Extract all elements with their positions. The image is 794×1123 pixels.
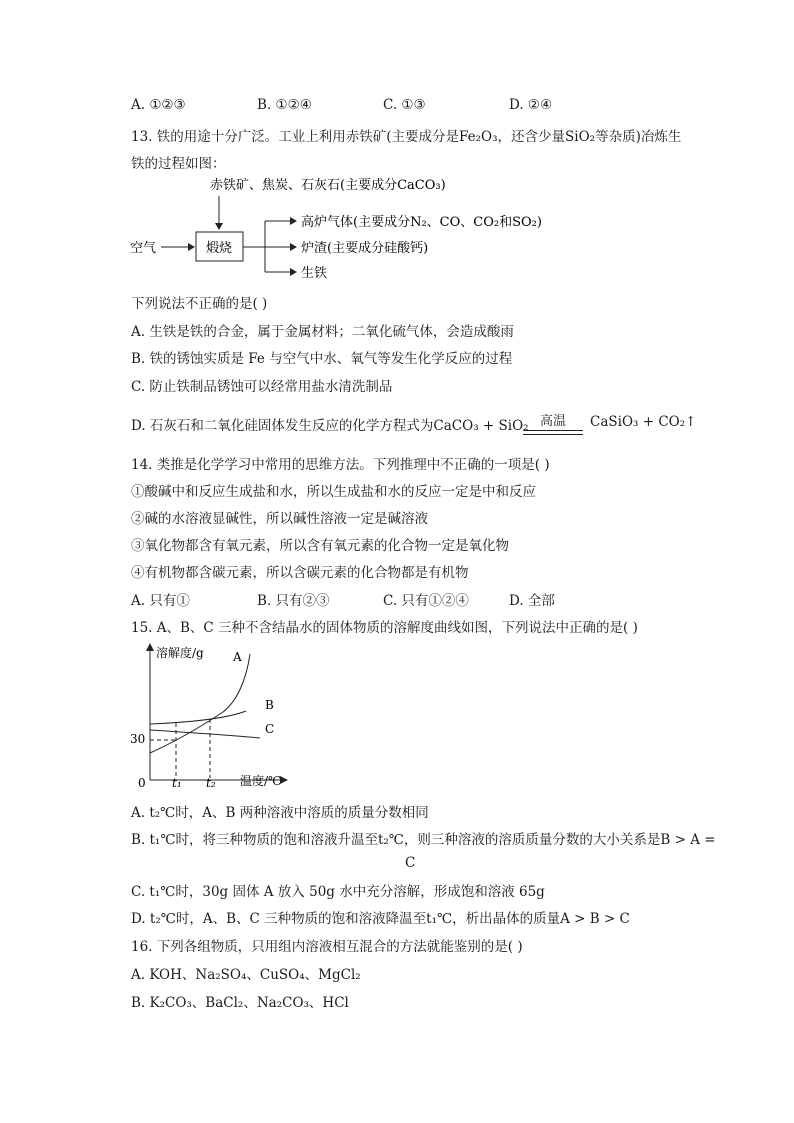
- q13-condition-text: 高温: [539, 414, 566, 429]
- flow-input-air: 空气: [130, 241, 157, 256]
- graph-ylabel: 溶解度/g: [156, 646, 204, 660]
- flow-output-iron: 生铁: [301, 266, 328, 281]
- q15-option-c: C. t₁℃时，30g 固体 A 放入 50g 水中充分溶解，形成饱和溶液 65g: [131, 884, 545, 900]
- graph-origin: 0: [138, 776, 146, 790]
- q15-stem: 15. A、B、C 三种不含结晶水的固体物质的溶解度曲线如图，下列说法中正确的是( ): [131, 620, 638, 636]
- q14-statement-3: ③氧化物都含有氧元素，所以含有氧元素的化合物一定是氧化物: [131, 538, 509, 554]
- q15-option-a: A. t₂℃时，A、B 两种溶液中溶质的质量分数相同: [131, 805, 429, 821]
- q15-option-b: B. t₁℃时，将三种物质的饱和溶液升温至t₂℃，则三种溶液的溶质质量分数的大小关系是B > A =: [131, 832, 716, 848]
- q15-solubility-graph: [128, 640, 298, 792]
- q16-option-b: B. K₂CO₃、BaCl₂、Na₂CO₃、HCl: [131, 995, 349, 1011]
- graph-xlabel: 温度/℃: [240, 774, 282, 788]
- q12-option-a: A. ①②③: [131, 97, 186, 113]
- flow-output-slag: 炉渣(主要成分硅酸钙): [301, 241, 429, 256]
- q13-option-c: C. 防止铁制品锈蚀可以经常用盐水清洗制品: [131, 379, 393, 395]
- flow-raw-materials: 赤铁矿、焦炭、石灰石(主要成分CaCO₃): [210, 178, 446, 193]
- curve-label-b: B: [265, 698, 274, 712]
- q14-option-b: B. 只有②③: [257, 593, 330, 609]
- q16-stem: 16. 下列各组物质，只用组内溶液相互混合的方法就能鉴别的是( ): [131, 939, 523, 955]
- q12-option-c: C. ①③: [383, 97, 426, 113]
- flow-process-label: 煅烧: [206, 241, 233, 256]
- q13-question: 下列说法不正确的是( ): [131, 296, 268, 312]
- q14-statement-1: ①酸碱中和反应生成盐和水，所以生成盐和水的反应一定是中和反应: [131, 484, 536, 500]
- curve-label-a: A: [233, 650, 242, 664]
- q13-flow-diagram: [125, 172, 575, 284]
- q13-option-a: A. 生铁是铁的合金，属于金属材料；二氧化硫气体，会造成酸雨: [131, 324, 514, 340]
- q13-equation-condition: [523, 410, 583, 435]
- curve-label-c: C: [265, 722, 275, 736]
- q14-option-a: A. 只有①: [131, 593, 190, 609]
- q13-option-b: B. 铁的锈蚀实质是 Fe 与空气中水、氧气等发生化学反应的过程: [131, 351, 513, 367]
- q12-option-d: D. ②④: [509, 97, 553, 113]
- q14-statement-2: ②碱的水溶液显碱性，所以碱性溶液一定是碱溶液: [131, 511, 428, 527]
- q12-option-b: B. ①②④: [257, 97, 312, 113]
- q13-stem-line2: 铁的过程如图：: [131, 156, 226, 172]
- q13-stem-line1: 13. 铁的用途十分广泛。工业上利用赤铁矿(主要成分是Fe₂O₃，还含少量SiO₂等杂质)冶炼生: [131, 129, 682, 145]
- graph-xtick-t1: t₁: [172, 776, 182, 790]
- curve-a: [150, 654, 250, 753]
- q15-option-b-cont: C: [405, 855, 416, 871]
- curve-b: [150, 711, 246, 724]
- q16-option-a: A. KOH、Na₂SO₄、CuSO₄、MgCl₂: [131, 967, 361, 983]
- q14-stem: 14. 类推是化学学习中常用的思维方法。下列推理中不正确的一项是( ): [131, 457, 550, 473]
- q14-option-d: D. 全部: [509, 593, 555, 609]
- graph-ytick-30: 30: [130, 732, 146, 746]
- q14-statement-4: ④有机物都含碳元素，所以含碳元素的化合物都是有机物: [131, 565, 469, 581]
- curve-c: [150, 730, 260, 738]
- q14-option-c: C. 只有①②④: [383, 593, 469, 609]
- q13-equation-products: CaSiO₃ + CO₂↑: [590, 414, 697, 430]
- flow-output-gas: 高炉气体(主要成分N₂、CO、CO₂和SO₂): [301, 215, 542, 230]
- graph-xtick-t2: t₂: [206, 776, 216, 790]
- q13-equation-bar: [523, 430, 583, 435]
- q15-option-d: D. t₂℃时，A、B、C 三种物质的饱和溶液降温至t₁℃，析出晶体的质量A > B > C: [131, 911, 630, 927]
- q13-option-d: D. 石灰石和二氧化硅固体发生反应的化学方程式为CaCO₃ + SiO₂: [131, 418, 529, 434]
